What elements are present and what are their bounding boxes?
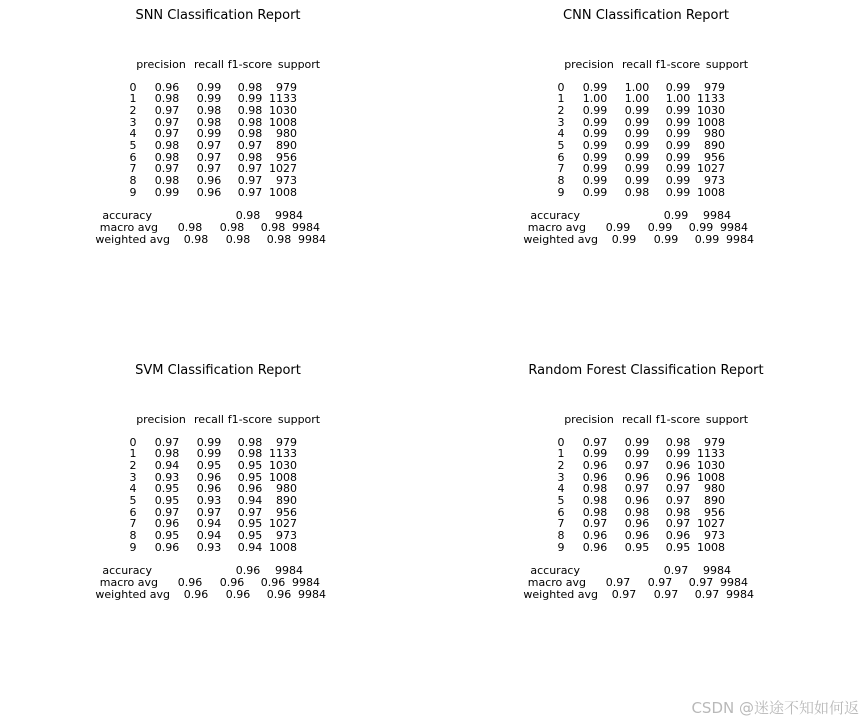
column-header: support bbox=[277, 412, 321, 426]
precision-value: 0.99 bbox=[582, 150, 608, 164]
precision-value: 0.99 bbox=[582, 103, 608, 117]
random-forest-report-panel bbox=[446, 363, 846, 693]
f1-score-value: 0.97 bbox=[665, 482, 691, 496]
average-recall-value: 0.99 bbox=[647, 220, 673, 234]
support-value: 973 bbox=[276, 174, 297, 188]
average-label: weighted avg bbox=[523, 587, 598, 601]
recall-value: 0.99 bbox=[624, 150, 650, 164]
column-header: recall bbox=[622, 412, 652, 426]
support-value: 1030 bbox=[269, 103, 297, 117]
support-value: 1008 bbox=[697, 470, 725, 484]
recall-value: 0.96 bbox=[196, 470, 222, 484]
average-recall-value: 0.97 bbox=[653, 587, 679, 601]
support-value: 890 bbox=[276, 139, 297, 152]
f1-score-value: 0.98 bbox=[237, 80, 263, 94]
f1-score-value: 0.99 bbox=[665, 115, 691, 129]
average-support-value: 9984 bbox=[292, 575, 320, 589]
average-precision-value: 0.96 bbox=[183, 587, 209, 601]
class-label: 3 bbox=[557, 115, 565, 129]
support-value: 973 bbox=[704, 174, 725, 188]
average-recall-value: 0.96 bbox=[225, 587, 251, 601]
class-label: 1 bbox=[557, 92, 565, 106]
class-label: 8 bbox=[557, 529, 565, 543]
support-value: 973 bbox=[704, 529, 725, 543]
support-value: 890 bbox=[704, 139, 725, 152]
support-value: 980 bbox=[704, 127, 725, 141]
accuracy-f1-value: 0.98 bbox=[235, 208, 261, 222]
recall-value: 0.97 bbox=[196, 150, 222, 164]
support-value: 980 bbox=[276, 127, 297, 141]
average-recall-value: 0.98 bbox=[225, 232, 251, 246]
average-f1-value: 0.98 bbox=[260, 220, 286, 234]
support-value: 1008 bbox=[697, 115, 725, 129]
f1-score-value: 0.99 bbox=[665, 447, 691, 461]
class-label: 6 bbox=[557, 150, 565, 164]
accuracy-label: accuracy bbox=[530, 563, 580, 577]
recall-value: 0.99 bbox=[624, 139, 650, 152]
class-label: 6 bbox=[129, 505, 137, 519]
support-value: 979 bbox=[276, 80, 297, 94]
support-value: 1008 bbox=[269, 115, 297, 129]
recall-value: 0.99 bbox=[624, 127, 650, 141]
accuracy-support-value: 9984 bbox=[703, 563, 731, 577]
precision-value: 0.94 bbox=[154, 458, 180, 472]
recall-value: 0.99 bbox=[196, 127, 222, 141]
recall-value: 0.99 bbox=[624, 435, 650, 449]
column-header: precision bbox=[564, 57, 614, 71]
precision-value: 0.99 bbox=[582, 174, 608, 188]
class-label: 9 bbox=[557, 185, 565, 199]
class-label: 2 bbox=[557, 103, 565, 117]
precision-value: 0.99 bbox=[582, 447, 608, 461]
precision-value: 0.97 bbox=[582, 517, 608, 531]
accuracy-label: accuracy bbox=[102, 208, 152, 222]
f1-score-value: 0.94 bbox=[237, 494, 263, 507]
recall-value: 0.97 bbox=[196, 505, 222, 519]
support-value: 979 bbox=[704, 80, 725, 94]
class-label: 0 bbox=[129, 435, 137, 449]
precision-value: 0.96 bbox=[154, 540, 180, 554]
support-value: 1008 bbox=[269, 470, 297, 484]
support-value: 956 bbox=[704, 505, 725, 519]
f1-score-value: 0.97 bbox=[237, 505, 263, 519]
f1-score-value: 0.96 bbox=[237, 482, 263, 496]
accuracy-f1-value: 0.96 bbox=[235, 563, 261, 577]
precision-value: 0.99 bbox=[582, 139, 608, 152]
recall-value: 0.96 bbox=[196, 482, 222, 496]
average-precision-value: 0.98 bbox=[183, 232, 209, 246]
column-header: recall bbox=[194, 57, 224, 71]
f1-score-value: 0.99 bbox=[665, 150, 691, 164]
class-label: 2 bbox=[129, 103, 137, 117]
panel-title: Random Forest Classification Report bbox=[528, 363, 764, 378]
average-precision-value: 0.98 bbox=[177, 220, 203, 234]
average-label: macro avg bbox=[527, 220, 586, 234]
column-header: f1-score bbox=[655, 412, 701, 426]
column-header: f1-score bbox=[655, 57, 701, 71]
precision-value: 0.97 bbox=[154, 505, 180, 519]
precision-value: 0.97 bbox=[154, 127, 180, 141]
recall-value: 1.00 bbox=[624, 92, 650, 106]
f1-score-value: 0.96 bbox=[665, 458, 691, 472]
f1-score-value: 0.98 bbox=[665, 435, 691, 449]
recall-value: 0.96 bbox=[196, 185, 222, 199]
average-f1-value: 0.97 bbox=[688, 575, 714, 589]
average-support-value: 9984 bbox=[298, 232, 326, 246]
class-label: 3 bbox=[129, 470, 137, 484]
average-label: weighted avg bbox=[95, 587, 170, 601]
accuracy-support-value: 9984 bbox=[275, 208, 303, 222]
f1-score-value: 0.98 bbox=[237, 127, 263, 141]
precision-value: 0.98 bbox=[154, 174, 180, 188]
f1-score-value: 0.98 bbox=[237, 115, 263, 129]
precision-value: 0.96 bbox=[582, 458, 608, 472]
recall-value: 0.98 bbox=[196, 103, 222, 117]
average-f1-value: 0.97 bbox=[694, 587, 720, 601]
precision-value: 0.99 bbox=[582, 127, 608, 141]
column-header: f1-score bbox=[227, 412, 273, 426]
average-label: weighted avg bbox=[523, 232, 598, 246]
report-table bbox=[18, 363, 418, 693]
recall-value: 0.98 bbox=[196, 115, 222, 129]
support-value: 1027 bbox=[269, 162, 297, 176]
snn-report-panel bbox=[18, 8, 418, 338]
precision-value: 0.99 bbox=[582, 185, 608, 199]
class-label: 0 bbox=[557, 80, 565, 94]
precision-value: 0.97 bbox=[154, 115, 180, 129]
recall-value: 0.96 bbox=[624, 529, 650, 543]
support-value: 1133 bbox=[269, 447, 297, 461]
average-precision-value: 0.99 bbox=[605, 220, 631, 234]
precision-value: 0.98 bbox=[154, 447, 180, 461]
column-header: recall bbox=[622, 57, 652, 71]
f1-score-value: 0.98 bbox=[665, 505, 691, 519]
f1-score-value: 0.99 bbox=[665, 185, 691, 199]
recall-value: 1.00 bbox=[624, 80, 650, 94]
support-value: 1030 bbox=[697, 103, 725, 117]
precision-value: 0.98 bbox=[582, 505, 608, 519]
class-label: 4 bbox=[557, 482, 565, 496]
support-value: 980 bbox=[704, 482, 725, 496]
recall-value: 0.99 bbox=[624, 174, 650, 188]
precision-value: 0.99 bbox=[582, 162, 608, 176]
precision-value: 0.98 bbox=[154, 92, 180, 106]
f1-score-value: 0.95 bbox=[237, 517, 263, 531]
f1-score-value: 0.96 bbox=[665, 470, 691, 484]
support-value: 890 bbox=[704, 494, 725, 507]
average-support-value: 9984 bbox=[292, 220, 320, 234]
average-recall-value: 0.96 bbox=[219, 575, 245, 589]
panel-title: CNN Classification Report bbox=[563, 8, 729, 23]
support-value: 1133 bbox=[269, 92, 297, 106]
class-label: 9 bbox=[129, 185, 137, 199]
support-value: 1008 bbox=[269, 540, 297, 554]
panel-title: SVM Classification Report bbox=[135, 363, 301, 378]
recall-value: 0.99 bbox=[624, 115, 650, 129]
recall-value: 0.93 bbox=[196, 494, 222, 507]
column-header: support bbox=[705, 412, 749, 426]
class-label: 8 bbox=[129, 174, 137, 188]
support-value: 1133 bbox=[697, 92, 725, 106]
recall-value: 0.95 bbox=[196, 458, 222, 472]
f1-score-value: 0.99 bbox=[665, 162, 691, 176]
precision-value: 0.97 bbox=[154, 162, 180, 176]
average-precision-value: 0.96 bbox=[177, 575, 203, 589]
recall-value: 0.95 bbox=[624, 540, 650, 554]
class-label: 4 bbox=[129, 127, 137, 141]
column-header: precision bbox=[136, 57, 186, 71]
average-precision-value: 0.97 bbox=[611, 587, 637, 601]
recall-value: 0.97 bbox=[624, 458, 650, 472]
class-label: 5 bbox=[557, 494, 565, 507]
class-label: 1 bbox=[557, 447, 565, 461]
f1-score-value: 0.98 bbox=[237, 150, 263, 164]
support-value: 1027 bbox=[269, 517, 297, 531]
recall-value: 0.97 bbox=[196, 162, 222, 176]
class-label: 5 bbox=[129, 139, 137, 152]
support-value: 980 bbox=[276, 482, 297, 496]
support-value: 1027 bbox=[697, 517, 725, 531]
accuracy-f1-value: 0.99 bbox=[663, 208, 689, 222]
average-f1-value: 0.98 bbox=[266, 232, 292, 246]
class-label: 7 bbox=[557, 162, 565, 176]
class-label: 1 bbox=[129, 447, 137, 461]
precision-value: 0.99 bbox=[154, 185, 180, 199]
average-support-value: 9984 bbox=[720, 575, 748, 589]
recall-value: 0.94 bbox=[196, 529, 222, 543]
recall-value: 0.97 bbox=[196, 139, 222, 152]
column-header: precision bbox=[564, 412, 614, 426]
f1-score-value: 0.98 bbox=[237, 435, 263, 449]
precision-value: 0.99 bbox=[582, 115, 608, 129]
support-value: 979 bbox=[704, 435, 725, 449]
average-label: macro avg bbox=[527, 575, 586, 589]
class-label: 0 bbox=[557, 435, 565, 449]
recall-value: 0.99 bbox=[196, 447, 222, 461]
accuracy-f1-value: 0.97 bbox=[663, 563, 689, 577]
recall-value: 0.93 bbox=[196, 540, 222, 554]
support-value: 1008 bbox=[269, 185, 297, 199]
accuracy-label: accuracy bbox=[530, 208, 580, 222]
column-header: support bbox=[277, 57, 321, 71]
accuracy-support-value: 9984 bbox=[275, 563, 303, 577]
class-label: 2 bbox=[129, 458, 137, 472]
class-label: 7 bbox=[557, 517, 565, 531]
f1-score-value: 0.98 bbox=[237, 447, 263, 461]
f1-score-value: 0.95 bbox=[665, 540, 691, 554]
recall-value: 0.96 bbox=[196, 174, 222, 188]
f1-score-value: 0.97 bbox=[665, 494, 691, 507]
precision-value: 0.98 bbox=[582, 482, 608, 496]
f1-score-value: 1.00 bbox=[665, 92, 691, 106]
precision-value: 0.97 bbox=[154, 103, 180, 117]
report-table bbox=[446, 8, 846, 338]
average-precision-value: 0.97 bbox=[605, 575, 631, 589]
f1-score-value: 0.99 bbox=[237, 92, 263, 106]
average-label: macro avg bbox=[99, 575, 158, 589]
support-value: 1030 bbox=[697, 458, 725, 472]
class-label: 8 bbox=[129, 529, 137, 543]
class-label: 7 bbox=[129, 162, 137, 176]
support-value: 973 bbox=[276, 529, 297, 543]
report-table bbox=[18, 8, 418, 338]
report-table bbox=[446, 363, 846, 693]
precision-value: 1.00 bbox=[582, 92, 608, 106]
recall-value: 0.96 bbox=[624, 517, 650, 531]
f1-score-value: 0.99 bbox=[665, 127, 691, 141]
class-label: 9 bbox=[557, 540, 565, 554]
support-value: 1133 bbox=[697, 447, 725, 461]
recall-value: 0.99 bbox=[624, 103, 650, 117]
precision-value: 0.99 bbox=[582, 80, 608, 94]
class-label: 5 bbox=[557, 139, 565, 152]
panel-title: SNN Classification Report bbox=[135, 8, 301, 23]
column-header: recall bbox=[194, 412, 224, 426]
precision-value: 0.97 bbox=[154, 435, 180, 449]
average-recall-value: 0.97 bbox=[647, 575, 673, 589]
class-label: 4 bbox=[557, 127, 565, 141]
f1-score-value: 0.96 bbox=[665, 529, 691, 543]
class-label: 5 bbox=[129, 494, 137, 507]
column-header: support bbox=[705, 57, 749, 71]
recall-value: 0.99 bbox=[196, 92, 222, 106]
recall-value: 0.99 bbox=[624, 162, 650, 176]
precision-value: 0.96 bbox=[154, 80, 180, 94]
support-value: 1030 bbox=[269, 458, 297, 472]
f1-score-value: 0.97 bbox=[237, 139, 263, 152]
support-value: 956 bbox=[704, 150, 725, 164]
precision-value: 0.95 bbox=[154, 494, 180, 507]
column-header: precision bbox=[136, 412, 186, 426]
class-label: 9 bbox=[129, 540, 137, 554]
class-label: 2 bbox=[557, 458, 565, 472]
f1-score-value: 0.99 bbox=[665, 139, 691, 152]
class-label: 7 bbox=[129, 517, 137, 531]
f1-score-value: 0.94 bbox=[237, 540, 263, 554]
f1-score-value: 0.97 bbox=[237, 162, 263, 176]
average-recall-value: 0.98 bbox=[219, 220, 245, 234]
recall-value: 0.98 bbox=[624, 505, 650, 519]
column-header: f1-score bbox=[227, 57, 273, 71]
precision-value: 0.95 bbox=[154, 482, 180, 496]
average-f1-value: 0.96 bbox=[266, 587, 292, 601]
support-value: 956 bbox=[276, 150, 297, 164]
class-label: 6 bbox=[557, 505, 565, 519]
class-label: 0 bbox=[129, 80, 137, 94]
average-support-value: 9984 bbox=[726, 587, 754, 601]
accuracy-label: accuracy bbox=[102, 563, 152, 577]
average-precision-value: 0.99 bbox=[611, 232, 637, 246]
f1-score-value: 0.95 bbox=[237, 470, 263, 484]
precision-value: 0.98 bbox=[154, 139, 180, 152]
average-label: weighted avg bbox=[95, 232, 170, 246]
average-f1-value: 0.96 bbox=[260, 575, 286, 589]
average-recall-value: 0.99 bbox=[653, 232, 679, 246]
average-support-value: 9984 bbox=[726, 232, 754, 246]
precision-value: 0.97 bbox=[582, 435, 608, 449]
precision-value: 0.96 bbox=[582, 529, 608, 543]
precision-value: 0.98 bbox=[154, 150, 180, 164]
recall-value: 0.99 bbox=[624, 447, 650, 461]
f1-score-value: 0.98 bbox=[237, 103, 263, 117]
recall-value: 0.99 bbox=[196, 435, 222, 449]
average-support-value: 9984 bbox=[298, 587, 326, 601]
recall-value: 0.99 bbox=[196, 80, 222, 94]
f1-score-value: 0.99 bbox=[665, 103, 691, 117]
average-label: macro avg bbox=[99, 220, 158, 234]
average-support-value: 9984 bbox=[720, 220, 748, 234]
class-label: 1 bbox=[129, 92, 137, 106]
f1-score-value: 0.97 bbox=[237, 174, 263, 188]
support-value: 956 bbox=[276, 505, 297, 519]
f1-score-value: 0.95 bbox=[237, 529, 263, 543]
class-label: 4 bbox=[129, 482, 137, 496]
recall-value: 0.97 bbox=[624, 482, 650, 496]
support-value: 1008 bbox=[697, 540, 725, 554]
accuracy-support-value: 9984 bbox=[703, 208, 731, 222]
support-value: 1027 bbox=[697, 162, 725, 176]
recall-value: 0.96 bbox=[624, 494, 650, 507]
precision-value: 0.96 bbox=[582, 470, 608, 484]
recall-value: 0.98 bbox=[624, 185, 650, 199]
recall-value: 0.96 bbox=[624, 470, 650, 484]
f1-score-value: 0.97 bbox=[237, 185, 263, 199]
svm-report-panel bbox=[18, 363, 418, 693]
precision-value: 0.98 bbox=[582, 494, 608, 507]
average-f1-value: 0.99 bbox=[694, 232, 720, 246]
cnn-report-panel bbox=[446, 8, 846, 338]
support-value: 890 bbox=[276, 494, 297, 507]
csdn-watermark: CSDN @迷途不知如何返 bbox=[691, 699, 859, 717]
support-value: 1008 bbox=[697, 185, 725, 199]
f1-score-value: 0.99 bbox=[665, 174, 691, 188]
class-label: 3 bbox=[557, 470, 565, 484]
recall-value: 0.94 bbox=[196, 517, 222, 531]
f1-score-value: 0.99 bbox=[665, 80, 691, 94]
class-label: 6 bbox=[129, 150, 137, 164]
f1-score-value: 0.97 bbox=[665, 517, 691, 531]
precision-value: 0.96 bbox=[582, 540, 608, 554]
precision-value: 0.95 bbox=[154, 529, 180, 543]
class-label: 8 bbox=[557, 174, 565, 188]
f1-score-value: 0.95 bbox=[237, 458, 263, 472]
class-label: 3 bbox=[129, 115, 137, 129]
average-f1-value: 0.99 bbox=[688, 220, 714, 234]
precision-value: 0.93 bbox=[154, 470, 180, 484]
precision-value: 0.96 bbox=[154, 517, 180, 531]
support-value: 979 bbox=[276, 435, 297, 449]
